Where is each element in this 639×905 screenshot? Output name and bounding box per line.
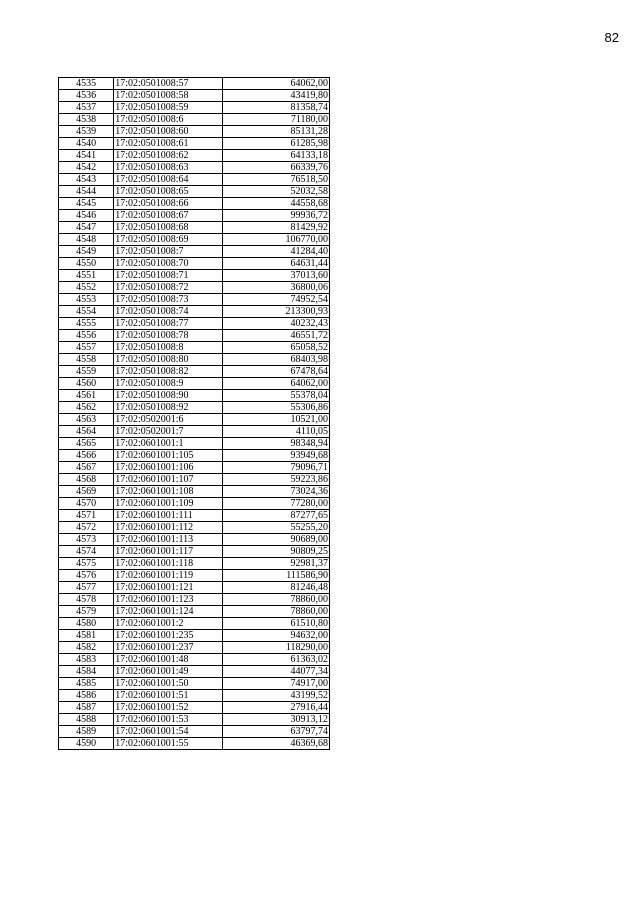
cadastral-number-cell: 17:02:0501008:78 <box>114 330 223 342</box>
value-cell: 74952,54 <box>223 294 330 306</box>
value-cell: 43199,52 <box>223 690 330 702</box>
cadastral-number-cell: 17:02:0601001:1 <box>114 438 223 450</box>
cadastral-number-cell: 17:02:0601001:53 <box>114 714 223 726</box>
value-cell: 81429,92 <box>223 222 330 234</box>
value-cell: 59223,86 <box>223 474 330 486</box>
table-row <box>59 342 330 354</box>
row-number-cell: 4538 <box>59 114 114 126</box>
cadastral-number-cell: 17:02:0502001:6 <box>114 414 223 426</box>
table-row <box>59 114 330 126</box>
row-number-cell: 4556 <box>59 330 114 342</box>
cadastral-number-cell: 17:02:0501008:69 <box>114 234 223 246</box>
table-row <box>59 474 330 486</box>
cadastral-number-cell: 17:02:0501008:72 <box>114 282 223 294</box>
cadastral-number-cell: 17:02:0601001:48 <box>114 654 223 666</box>
table-body <box>59 78 330 750</box>
table-row <box>59 174 330 186</box>
cadastral-number-cell: 17:02:0501008:66 <box>114 198 223 210</box>
row-number-cell: 4571 <box>59 510 114 522</box>
cadastral-number-cell: 17:02:0501008:67 <box>114 210 223 222</box>
table-row <box>59 90 330 102</box>
value-cell: 68403,98 <box>223 354 330 366</box>
value-cell: 81358,74 <box>223 102 330 114</box>
row-number-cell: 4577 <box>59 582 114 594</box>
table-row <box>59 630 330 642</box>
row-number-cell: 4558 <box>59 354 114 366</box>
table-row <box>59 546 330 558</box>
value-cell: 79096,71 <box>223 462 330 474</box>
cadastral-number-cell: 17:02:0601001:119 <box>114 570 223 582</box>
table-row <box>59 162 330 174</box>
cadastral-number-cell: 17:02:0501008:6 <box>114 114 223 126</box>
table-row <box>59 690 330 702</box>
row-number-cell: 4576 <box>59 570 114 582</box>
value-cell: 106770,00 <box>223 234 330 246</box>
row-number-cell: 4559 <box>59 366 114 378</box>
row-number-cell: 4542 <box>59 162 114 174</box>
value-cell: 61363,02 <box>223 654 330 666</box>
row-number-cell: 4573 <box>59 534 114 546</box>
value-cell: 90689,00 <box>223 534 330 546</box>
row-number-cell: 4565 <box>59 438 114 450</box>
table-row <box>59 306 330 318</box>
value-cell: 55378,04 <box>223 390 330 402</box>
cadastral-number-cell: 17:02:0601001:54 <box>114 726 223 738</box>
table-row <box>59 582 330 594</box>
table-row <box>59 702 330 714</box>
table-row <box>59 366 330 378</box>
value-cell: 87277,65 <box>223 510 330 522</box>
cadastral-number-cell: 17:02:0601001:105 <box>114 450 223 462</box>
cadastral-number-cell: 17:02:0601001:107 <box>114 474 223 486</box>
cadastral-number-cell: 17:02:0601001:112 <box>114 522 223 534</box>
table-row <box>59 390 330 402</box>
value-cell: 64062,00 <box>223 378 330 390</box>
cadastral-number-cell: 17:02:0501008:73 <box>114 294 223 306</box>
cadastral-number-cell: 17:02:0501008:7 <box>114 246 223 258</box>
cadastral-number-cell: 17:02:0501008:71 <box>114 270 223 282</box>
value-cell: 63797,74 <box>223 726 330 738</box>
value-cell: 61510,80 <box>223 618 330 630</box>
value-cell: 77280,00 <box>223 498 330 510</box>
cadastral-number-cell: 17:02:0501008:57 <box>114 78 223 90</box>
table-row <box>59 738 330 750</box>
table-row <box>59 678 330 690</box>
row-number-cell: 4572 <box>59 522 114 534</box>
row-number-cell: 4585 <box>59 678 114 690</box>
cadastral-number-cell: 17:02:0501008:62 <box>114 150 223 162</box>
table-row <box>59 150 330 162</box>
cadastral-number-cell: 17:02:0501008:58 <box>114 90 223 102</box>
row-number-cell: 4563 <box>59 414 114 426</box>
table-row <box>59 666 330 678</box>
row-number-cell: 4535 <box>59 78 114 90</box>
value-cell: 213300,93 <box>223 306 330 318</box>
value-cell: 43419,80 <box>223 90 330 102</box>
value-cell: 55306,86 <box>223 402 330 414</box>
table-row <box>59 210 330 222</box>
row-number-cell: 4560 <box>59 378 114 390</box>
row-number-cell: 4561 <box>59 390 114 402</box>
table-row <box>59 414 330 426</box>
value-cell: 67478,64 <box>223 366 330 378</box>
value-cell: 73024,36 <box>223 486 330 498</box>
value-cell: 41284,40 <box>223 246 330 258</box>
value-cell: 66339,76 <box>223 162 330 174</box>
value-cell: 64133,18 <box>223 150 330 162</box>
table-row <box>59 318 330 330</box>
table-row <box>59 726 330 738</box>
table-row <box>59 102 330 114</box>
cadastral-number-cell: 17:02:0601001:121 <box>114 582 223 594</box>
row-number-cell: 4578 <box>59 594 114 606</box>
value-cell: 99936,72 <box>223 210 330 222</box>
cadastral-number-cell: 17:02:0501008:63 <box>114 162 223 174</box>
row-number-cell: 4562 <box>59 402 114 414</box>
row-number-cell: 4553 <box>59 294 114 306</box>
table-row <box>59 186 330 198</box>
table-row <box>59 330 330 342</box>
table-row <box>59 294 330 306</box>
row-number-cell: 4583 <box>59 654 114 666</box>
cadastral-number-cell: 17:02:0501008:8 <box>114 342 223 354</box>
row-number-cell: 4582 <box>59 642 114 654</box>
cadastral-number-cell: 17:02:0501008:60 <box>114 126 223 138</box>
value-cell: 111586,90 <box>223 570 330 582</box>
cadastral-number-cell: 17:02:0601001:235 <box>114 630 223 642</box>
row-number-cell: 4550 <box>59 258 114 270</box>
cadastral-number-cell: 17:02:0601001:111 <box>114 510 223 522</box>
table-row <box>59 402 330 414</box>
value-cell: 44077,34 <box>223 666 330 678</box>
value-cell: 36800,06 <box>223 282 330 294</box>
cadastral-value-table <box>58 77 330 750</box>
value-cell: 46551,72 <box>223 330 330 342</box>
page-number: 82 <box>604 30 619 45</box>
value-cell: 37013,60 <box>223 270 330 282</box>
table-row <box>59 570 330 582</box>
row-number-cell: 4537 <box>59 102 114 114</box>
cadastral-number-cell: 17:02:0601001:106 <box>114 462 223 474</box>
value-cell: 78860,00 <box>223 594 330 606</box>
value-cell: 94632,00 <box>223 630 330 642</box>
value-cell: 76518,50 <box>223 174 330 186</box>
row-number-cell: 4589 <box>59 726 114 738</box>
cadastral-number-cell: 17:02:0601001:237 <box>114 642 223 654</box>
row-number-cell: 4570 <box>59 498 114 510</box>
table-row <box>59 426 330 438</box>
value-cell: 71180,00 <box>223 114 330 126</box>
table-row <box>59 270 330 282</box>
table-row <box>59 618 330 630</box>
cadastral-number-cell: 17:02:0501008:59 <box>114 102 223 114</box>
cadastral-number-cell: 17:02:0601001:52 <box>114 702 223 714</box>
value-cell: 85131,28 <box>223 126 330 138</box>
row-number-cell: 4564 <box>59 426 114 438</box>
row-number-cell: 4586 <box>59 690 114 702</box>
cadastral-number-cell: 17:02:0601001:113 <box>114 534 223 546</box>
row-number-cell: 4547 <box>59 222 114 234</box>
table-row <box>59 642 330 654</box>
cadastral-number-cell: 17:02:0501008:68 <box>114 222 223 234</box>
value-cell: 27916,44 <box>223 702 330 714</box>
row-number-cell: 4543 <box>59 174 114 186</box>
table-row <box>59 378 330 390</box>
table-row <box>59 138 330 150</box>
row-number-cell: 4541 <box>59 150 114 162</box>
row-number-cell: 4574 <box>59 546 114 558</box>
value-cell: 10521,00 <box>223 414 330 426</box>
value-cell: 55255,20 <box>223 522 330 534</box>
table-row <box>59 222 330 234</box>
cadastral-number-cell: 17:02:0501008:74 <box>114 306 223 318</box>
row-number-cell: 4567 <box>59 462 114 474</box>
row-number-cell: 4549 <box>59 246 114 258</box>
value-cell: 52032,58 <box>223 186 330 198</box>
cadastral-number-cell: 17:02:0601001:123 <box>114 594 223 606</box>
row-number-cell: 4581 <box>59 630 114 642</box>
row-number-cell: 4544 <box>59 186 114 198</box>
cadastral-number-cell: 17:02:0601001:55 <box>114 738 223 750</box>
table-row <box>59 126 330 138</box>
row-number-cell: 4569 <box>59 486 114 498</box>
cadastral-number-cell: 17:02:0601001:50 <box>114 678 223 690</box>
cadastral-number-cell: 17:02:0501008:64 <box>114 174 223 186</box>
table-row <box>59 522 330 534</box>
value-cell: 92981,37 <box>223 558 330 570</box>
cadastral-number-cell: 17:02:0601001:124 <box>114 606 223 618</box>
row-number-cell: 4554 <box>59 306 114 318</box>
row-number-cell: 4575 <box>59 558 114 570</box>
row-number-cell: 4540 <box>59 138 114 150</box>
row-number-cell: 4548 <box>59 234 114 246</box>
cadastral-number-cell: 17:02:0501008:92 <box>114 402 223 414</box>
cadastral-number-cell: 17:02:0502001:7 <box>114 426 223 438</box>
cadastral-number-cell: 17:02:0501008:77 <box>114 318 223 330</box>
value-cell: 30913,12 <box>223 714 330 726</box>
cadastral-number-cell: 17:02:0501008:90 <box>114 390 223 402</box>
value-cell: 74917,00 <box>223 678 330 690</box>
value-cell: 46369,68 <box>223 738 330 750</box>
table-row <box>59 510 330 522</box>
row-number-cell: 4579 <box>59 606 114 618</box>
table-row <box>59 594 330 606</box>
table-row <box>59 78 330 90</box>
value-cell: 64062,00 <box>223 78 330 90</box>
table-row <box>59 498 330 510</box>
value-cell: 93949,68 <box>223 450 330 462</box>
table-row <box>59 258 330 270</box>
row-number-cell: 4566 <box>59 450 114 462</box>
value-cell: 40232,43 <box>223 318 330 330</box>
row-number-cell: 4555 <box>59 318 114 330</box>
cadastral-number-cell: 17:02:0501008:82 <box>114 366 223 378</box>
row-number-cell: 4546 <box>59 210 114 222</box>
value-cell: 64631,44 <box>223 258 330 270</box>
row-number-cell: 4568 <box>59 474 114 486</box>
table-row <box>59 534 330 546</box>
table-row <box>59 714 330 726</box>
table-row <box>59 198 330 210</box>
value-cell: 81246,48 <box>223 582 330 594</box>
row-number-cell: 4587 <box>59 702 114 714</box>
table-row <box>59 354 330 366</box>
row-number-cell: 4536 <box>59 90 114 102</box>
table-row <box>59 462 330 474</box>
value-cell: 44558,68 <box>223 198 330 210</box>
table-row <box>59 450 330 462</box>
value-cell: 90809,25 <box>223 546 330 558</box>
row-number-cell: 4590 <box>59 738 114 750</box>
cadastral-number-cell: 17:02:0601001:108 <box>114 486 223 498</box>
row-number-cell: 4580 <box>59 618 114 630</box>
cadastral-number-cell: 17:02:0601001:117 <box>114 546 223 558</box>
value-cell: 78860,00 <box>223 606 330 618</box>
cadastral-number-cell: 17:02:0501008:70 <box>114 258 223 270</box>
row-number-cell: 4588 <box>59 714 114 726</box>
value-cell: 61285,98 <box>223 138 330 150</box>
row-number-cell: 4552 <box>59 282 114 294</box>
row-number-cell: 4551 <box>59 270 114 282</box>
table-row <box>59 606 330 618</box>
row-number-cell: 4584 <box>59 666 114 678</box>
table-row <box>59 558 330 570</box>
cadastral-number-cell: 17:02:0501008:65 <box>114 186 223 198</box>
table-row <box>59 246 330 258</box>
cadastral-number-cell: 17:02:0601001:109 <box>114 498 223 510</box>
cadastral-number-cell: 17:02:0501008:9 <box>114 378 223 390</box>
row-number-cell: 4545 <box>59 198 114 210</box>
cadastral-number-cell: 17:02:0601001:49 <box>114 666 223 678</box>
table-row <box>59 234 330 246</box>
table-row <box>59 438 330 450</box>
cadastral-number-cell: 17:02:0501008:80 <box>114 354 223 366</box>
value-cell: 98348,94 <box>223 438 330 450</box>
cadastral-number-cell: 17:02:0601001:2 <box>114 618 223 630</box>
cadastral-number-cell: 17:02:0501008:61 <box>114 138 223 150</box>
value-cell: 65058,52 <box>223 342 330 354</box>
cadastral-number-cell: 17:02:0601001:51 <box>114 690 223 702</box>
row-number-cell: 4557 <box>59 342 114 354</box>
row-number-cell: 4539 <box>59 126 114 138</box>
cadastral-number-cell: 17:02:0601001:118 <box>114 558 223 570</box>
table-row <box>59 654 330 666</box>
value-cell: 4110,05 <box>223 426 330 438</box>
value-cell: 118290,00 <box>223 642 330 654</box>
table-row <box>59 282 330 294</box>
table-row <box>59 486 330 498</box>
